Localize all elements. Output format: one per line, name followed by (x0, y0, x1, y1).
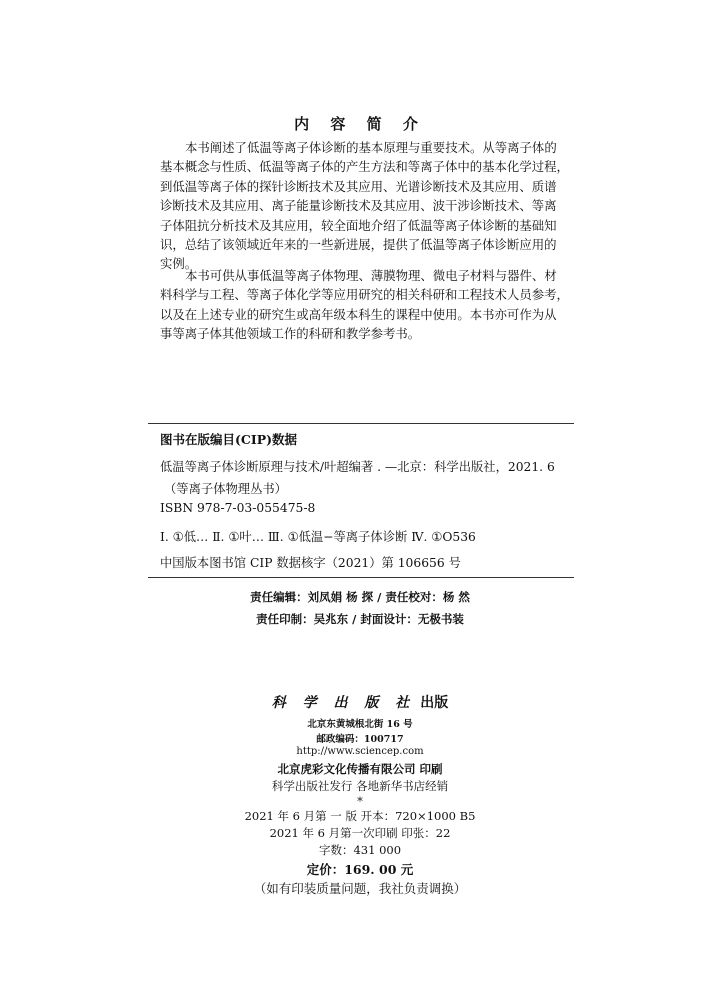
cip-heading: 图书在版编目(CIP)数据 (160, 432, 298, 447)
edition-line: 2021 年 6 月第 一 版 开本：720×1000 B5 (244, 809, 476, 823)
cip-record-number: 中国版本图书馆 CIP 数据核字（2021）第 106656 号 (160, 556, 461, 570)
cip-series-line: （等离子体物理丛书） (164, 482, 287, 496)
cip-isbn: ISBN 978-7-03-055475-8 (160, 501, 316, 515)
publisher-website: http://www.sciencep.com (296, 746, 424, 757)
quality-notice: （如有印装质量问题，我社负责调换） (253, 881, 467, 896)
distribution-line: 科学出版社发行 各地新华书店经销 (271, 779, 449, 793)
publisher-postcode: 邮政编码：100717 (316, 734, 404, 745)
summary-paragraph-1 (160, 138, 574, 274)
paragraph-line: 基本概念与性质、低温等离子体的产生方法和等离子体中的基本化学过程， (160, 159, 569, 175)
paragraph-line: 本书阐述了低温等离子体诊断的基本原理与重要技术。从等离子体的 (185, 140, 557, 155)
cip-title-line: 低温等离子体诊断原理与技术/叶超编著 . —北京：科学出版社，2021. 6 (160, 460, 555, 474)
publisher-address: 北京东黄城根北街 16 号 (307, 719, 413, 730)
price-line: 定价：169. 00 元 (306, 862, 414, 877)
publisher-logo-suffix: 出版 (420, 695, 449, 711)
paragraph-line: 识，总结了该领域近年来的一些新进展，提供了低温等离子体诊断应用的 (160, 237, 557, 253)
publisher-logo: 科 学 出 版 社 (271, 695, 416, 711)
summary-title: 内 容 简 介 (294, 115, 426, 133)
cip-bottom-rule (148, 577, 574, 578)
wordcount-line: 字数：431 000 (318, 843, 402, 857)
staff-credits-line-2: 责任印制：吴兆东 / 封面设计：无极书装 (256, 612, 464, 626)
printer-line: 北京虎彩文化传播有限公司 印刷 (277, 762, 443, 776)
paragraph-line: 子体阻抗分析技术及其应用，较全面地介绍了低温等离子体诊断的基础知 (160, 217, 557, 233)
publisher-logo-line (0, 692, 720, 712)
cip-classification: Ⅰ. ①低… Ⅱ. ①叶… Ⅲ. ①低温−等离子体诊断 Ⅳ. ①O536 (160, 530, 476, 544)
cip-top-rule (148, 423, 574, 424)
paragraph-line: 到低温等离子体的探针诊断技术及其应用、光谱诊断技术及其应用、质谱 (160, 178, 557, 194)
separator-star: * (357, 794, 363, 808)
summary-paragraph-2 (160, 266, 574, 344)
paragraph-line: 料科学与工程、等离子体化学等应用研究的相关科研和工程技术人员参考， (160, 287, 569, 303)
paragraph-line: 事等离子体其他领域工作的科研和教学参考书。 (160, 326, 421, 342)
staff-credits-line-1: 责任编辑：刘凤娟 杨 探 / 责任校对：杨 然 (250, 590, 470, 604)
paragraph-line: 本书可供从事低温等离子体物理、薄膜物理、微电子材料与器件、材 (185, 268, 557, 283)
paragraph-line: 实例。 (160, 256, 198, 272)
printing-line: 2021 年 6 月第一次印刷 印张：22 (269, 826, 451, 840)
paragraph-line: 以及在上述专业的研究生或高年级本科生的课程中使用。本书亦可作为从 (160, 306, 557, 322)
paragraph-line: 诊断技术及其应用、离子能量诊断技术及其应用、波干涉诊断技术、等离 (160, 198, 557, 214)
